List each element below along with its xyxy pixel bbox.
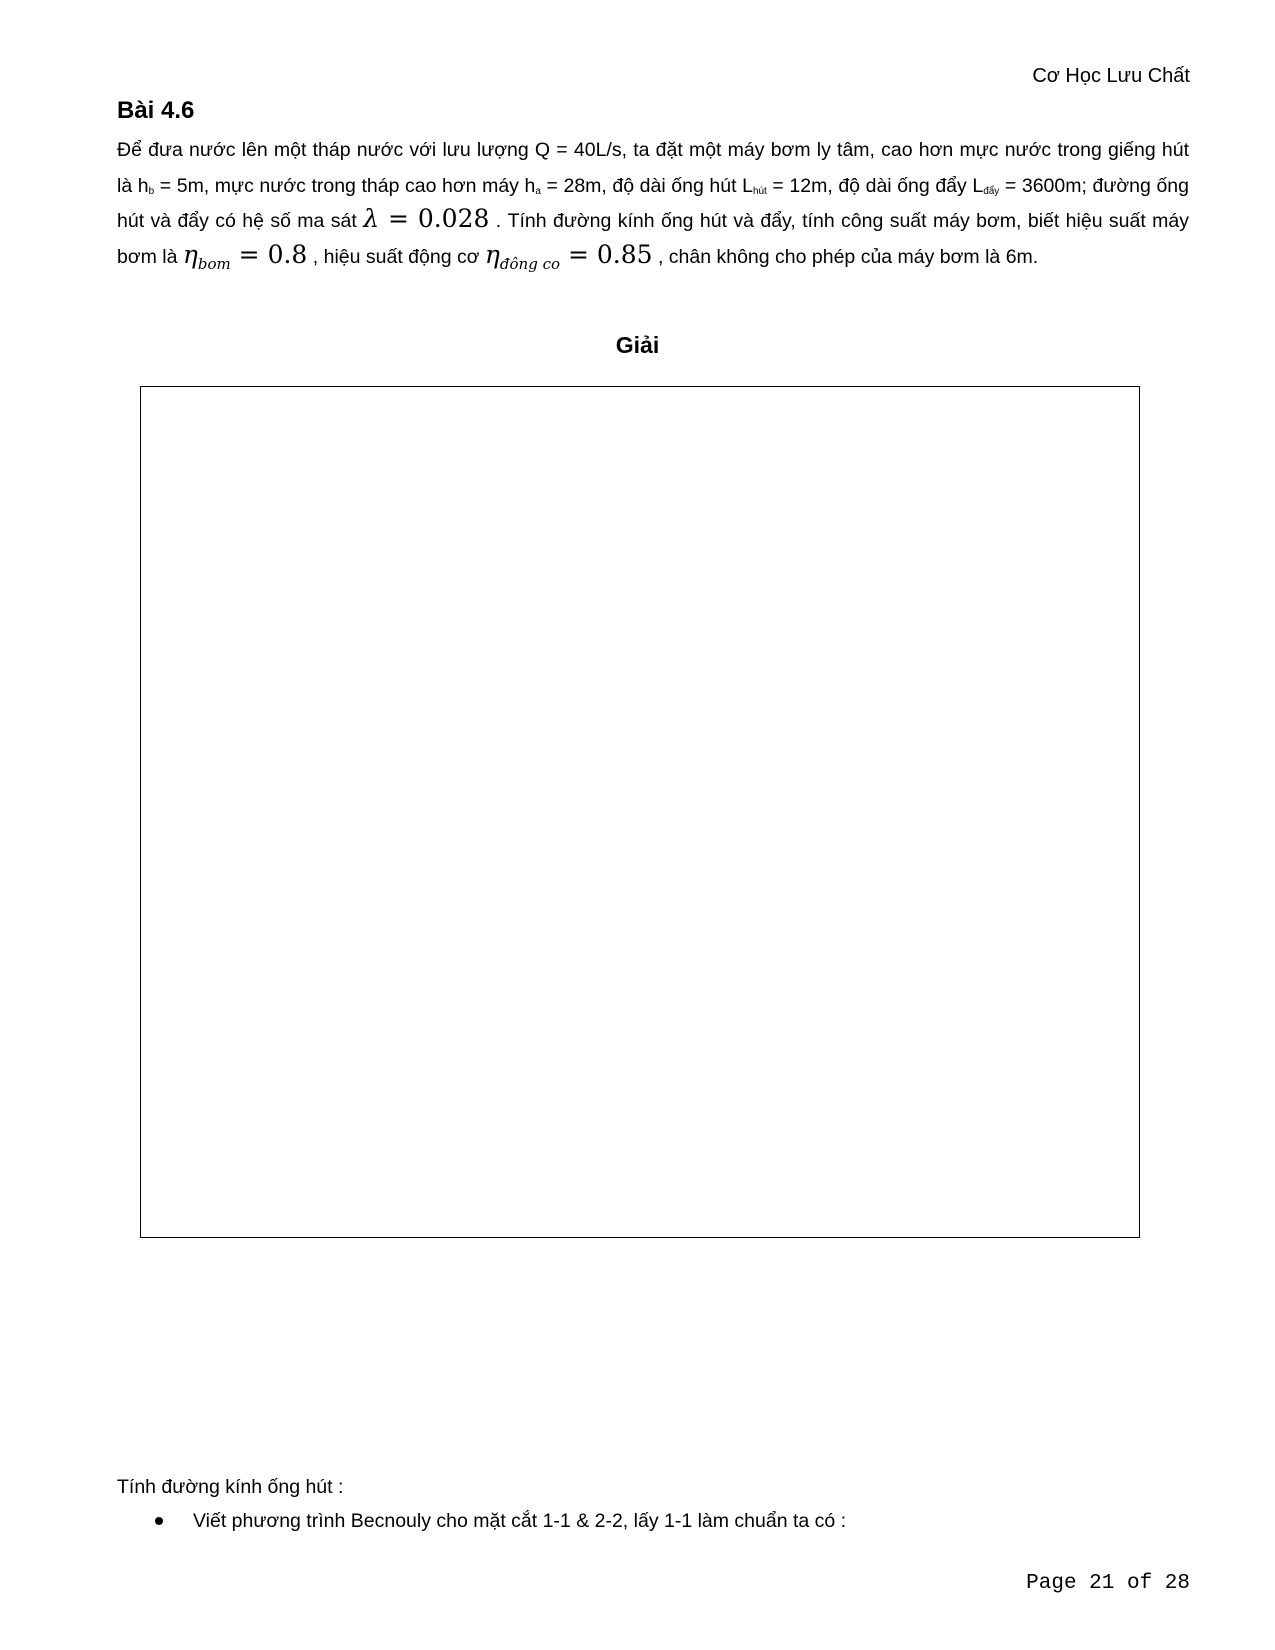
eta-bom-value: = 0.8 bbox=[230, 239, 308, 269]
friction-coefficient-formula bbox=[363, 204, 489, 233]
bullet-text: Viết phương trình Becnouly cho mặt cắt 1-1 & 2-2, lấy 1-1 làm chuẩn ta có : bbox=[193, 1510, 847, 1532]
eta-dongco-value: = 0.85 bbox=[560, 239, 653, 269]
problem-title: Bài 4.6 bbox=[117, 97, 195, 124]
subscript-b: b bbox=[148, 185, 155, 197]
eta-bom-subscript: bom bbox=[197, 254, 231, 273]
motor-efficiency-formula bbox=[484, 239, 653, 273]
step-label: Tính đường kính ống hút : bbox=[117, 1476, 344, 1498]
solution-heading: Giải bbox=[615, 332, 660, 358]
eta-dongco-subscript: đông co bbox=[499, 254, 561, 273]
eta-symbol: η bbox=[182, 239, 198, 269]
running-header: Cơ Học Lưu Chất bbox=[1032, 65, 1190, 87]
pump-efficiency-formula bbox=[182, 239, 308, 273]
subscript-hut: hút bbox=[752, 185, 767, 197]
problem-text: = 28m, độ dài ống hút L bbox=[540, 174, 753, 197]
subscript-a: a bbox=[535, 185, 541, 197]
problem-text: = 12m, độ dài ống đẩy L bbox=[766, 174, 984, 197]
bullet-item bbox=[155, 1508, 846, 1534]
lambda-value: = 0.028 bbox=[379, 204, 490, 233]
eta-symbol: η bbox=[484, 239, 500, 269]
page-number: Page 21 of 28 bbox=[1026, 1572, 1190, 1595]
figure-placeholder bbox=[140, 386, 1140, 1238]
bullet-icon bbox=[155, 1517, 163, 1525]
problem-text: . Tính đường kính ống hút và đẩy, tính công suất máy bơm, biết hiệu suất máy bơm là bbox=[117, 210, 1189, 268]
lambda-symbol: λ bbox=[363, 204, 380, 233]
problem-text: = 5m, mực nước trong tháp cao hơn máy h bbox=[154, 174, 536, 197]
problem-text: , hiệu suất động cơ bbox=[307, 245, 485, 268]
problem-text: = 3600m; đường ống hút và đẩy có hệ số ma sát bbox=[117, 174, 1189, 232]
problem-text: , chân không cho phép của máy bơm là 6m. bbox=[652, 245, 1039, 268]
problem-statement bbox=[117, 133, 1189, 275]
problem-text: Để đưa nước lên một tháp nước với lưu lượng Q = 40L/s, ta đặt một máy bơm ly tâm, cao hơn mực nước trong giếng hút là h bbox=[117, 139, 1189, 197]
subscript-day: đẩy bbox=[983, 185, 1000, 197]
